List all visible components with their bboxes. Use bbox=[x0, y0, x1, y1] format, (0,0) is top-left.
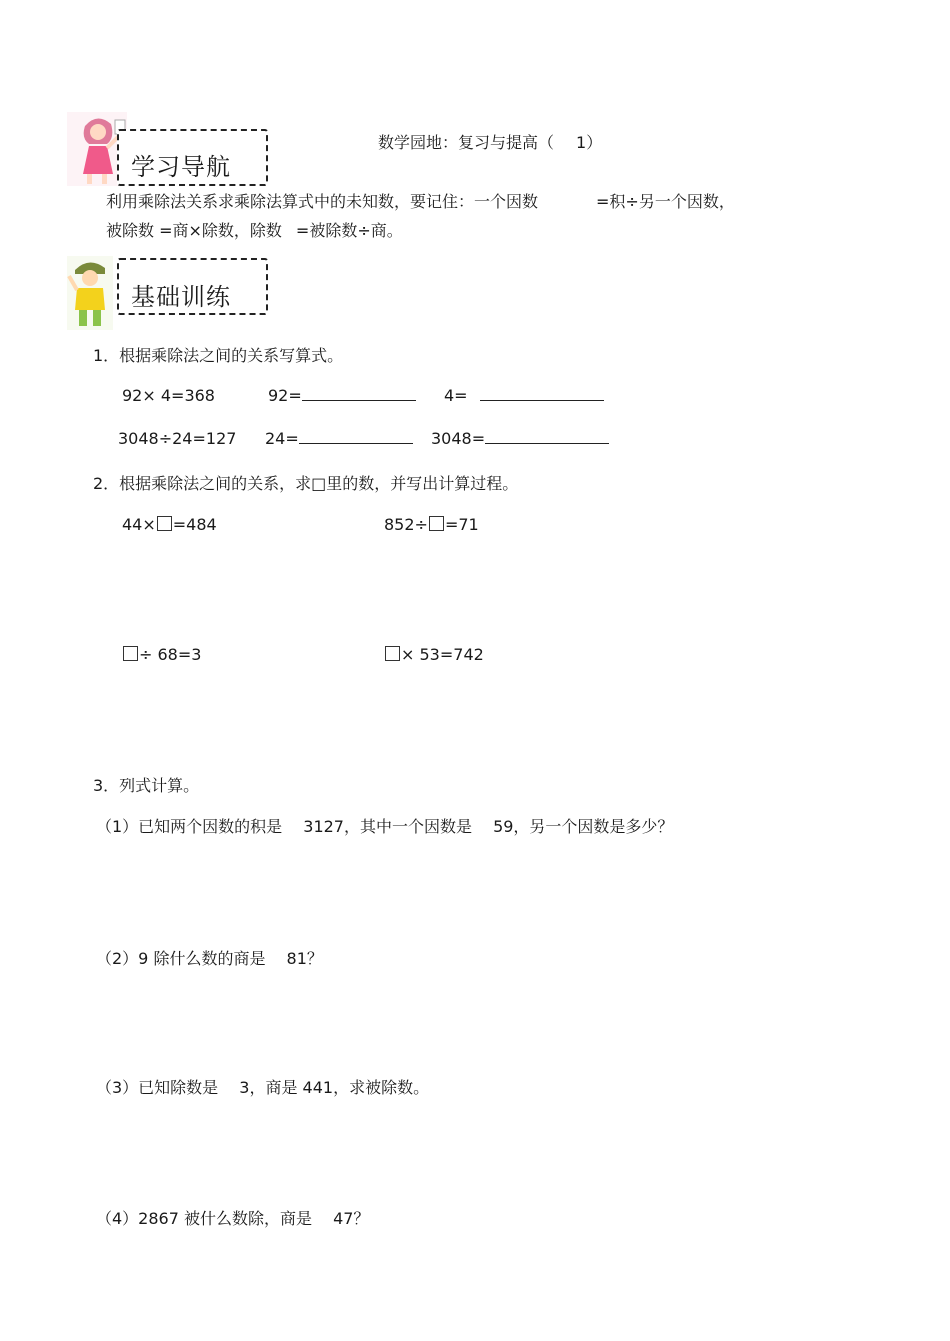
guide-line-2-a: 被除数 =商×除数，除数 bbox=[106, 221, 282, 240]
q1-r1c2-label: 92= bbox=[268, 386, 302, 405]
q2-a bbox=[122, 515, 217, 534]
unknown-box bbox=[157, 516, 172, 531]
unknown-box bbox=[123, 646, 138, 661]
q2-b bbox=[384, 515, 479, 534]
unknown-box bbox=[429, 516, 444, 531]
title-text: 数学园地：复习与提高（ bbox=[378, 133, 555, 152]
q3-part-4: （4）2867 被什么数除，商是 47？ bbox=[96, 1209, 370, 1228]
q2-a-post: =484 bbox=[172, 515, 217, 534]
q2-c-post: ÷ 68=3 bbox=[139, 645, 202, 664]
q2-b-pre: 852÷ bbox=[384, 515, 428, 534]
guide-line-1-b: =积÷另一个因数， bbox=[596, 192, 735, 211]
q1-r2c1: 3048÷24=127 bbox=[118, 429, 237, 448]
q2-c bbox=[122, 645, 201, 664]
answer-blank[interactable] bbox=[480, 386, 604, 401]
page-title bbox=[378, 130, 602, 153]
unknown-box bbox=[385, 646, 400, 661]
q3-part-3: （3）已知除数是 3，商是 441，求被除数。 bbox=[96, 1078, 430, 1097]
guide-heading: 学习导航 bbox=[131, 153, 231, 181]
q1-r2c3 bbox=[431, 429, 609, 448]
q3-part-2: （2）9 除什么数的商是 81？ bbox=[96, 949, 323, 968]
q1-r1c2 bbox=[268, 386, 416, 405]
q3-title: 3．列式计算。 bbox=[93, 776, 200, 795]
title-number: 1） bbox=[576, 133, 603, 152]
guide-line-1-a: 利用乘除法关系求乘除法算式中的未知数，要记住：一个因数 bbox=[106, 192, 539, 211]
q1-r1c3-label: 4= bbox=[444, 386, 468, 405]
guide-line-1 bbox=[106, 189, 735, 212]
answer-blank[interactable] bbox=[302, 386, 416, 401]
basic-heading: 基础训练 bbox=[131, 283, 231, 311]
q2-a-pre: 44× bbox=[122, 515, 156, 534]
q1-title: 1．根据乘除法之间的关系写算式。 bbox=[93, 346, 344, 365]
q2-b-post: =71 bbox=[444, 515, 479, 534]
answer-blank[interactable] bbox=[485, 429, 609, 444]
q2-d-post: × 53=742 bbox=[401, 645, 484, 664]
student-illustration bbox=[67, 256, 113, 330]
guide-line-2 bbox=[106, 218, 403, 241]
q1-r2c3-label: 3048= bbox=[431, 429, 486, 448]
q1-r2c2 bbox=[265, 429, 413, 448]
q2-d bbox=[384, 645, 484, 664]
answer-blank[interactable] bbox=[299, 429, 413, 444]
q3-part-1: （1）已知两个因数的积是 3127，其中一个因数是 59，另一个因数是多少？ bbox=[96, 817, 674, 836]
q1-r2c2-label: 24= bbox=[265, 429, 299, 448]
guide-line-2-b: =被除数÷商。 bbox=[295, 221, 403, 240]
q1-r1c3 bbox=[444, 386, 604, 405]
q2-title: 2．根据乘除法之间的关系，求□里的数，并写出计算过程。 bbox=[93, 474, 519, 493]
q1-r1c1: 92× 4=368 bbox=[122, 386, 215, 405]
